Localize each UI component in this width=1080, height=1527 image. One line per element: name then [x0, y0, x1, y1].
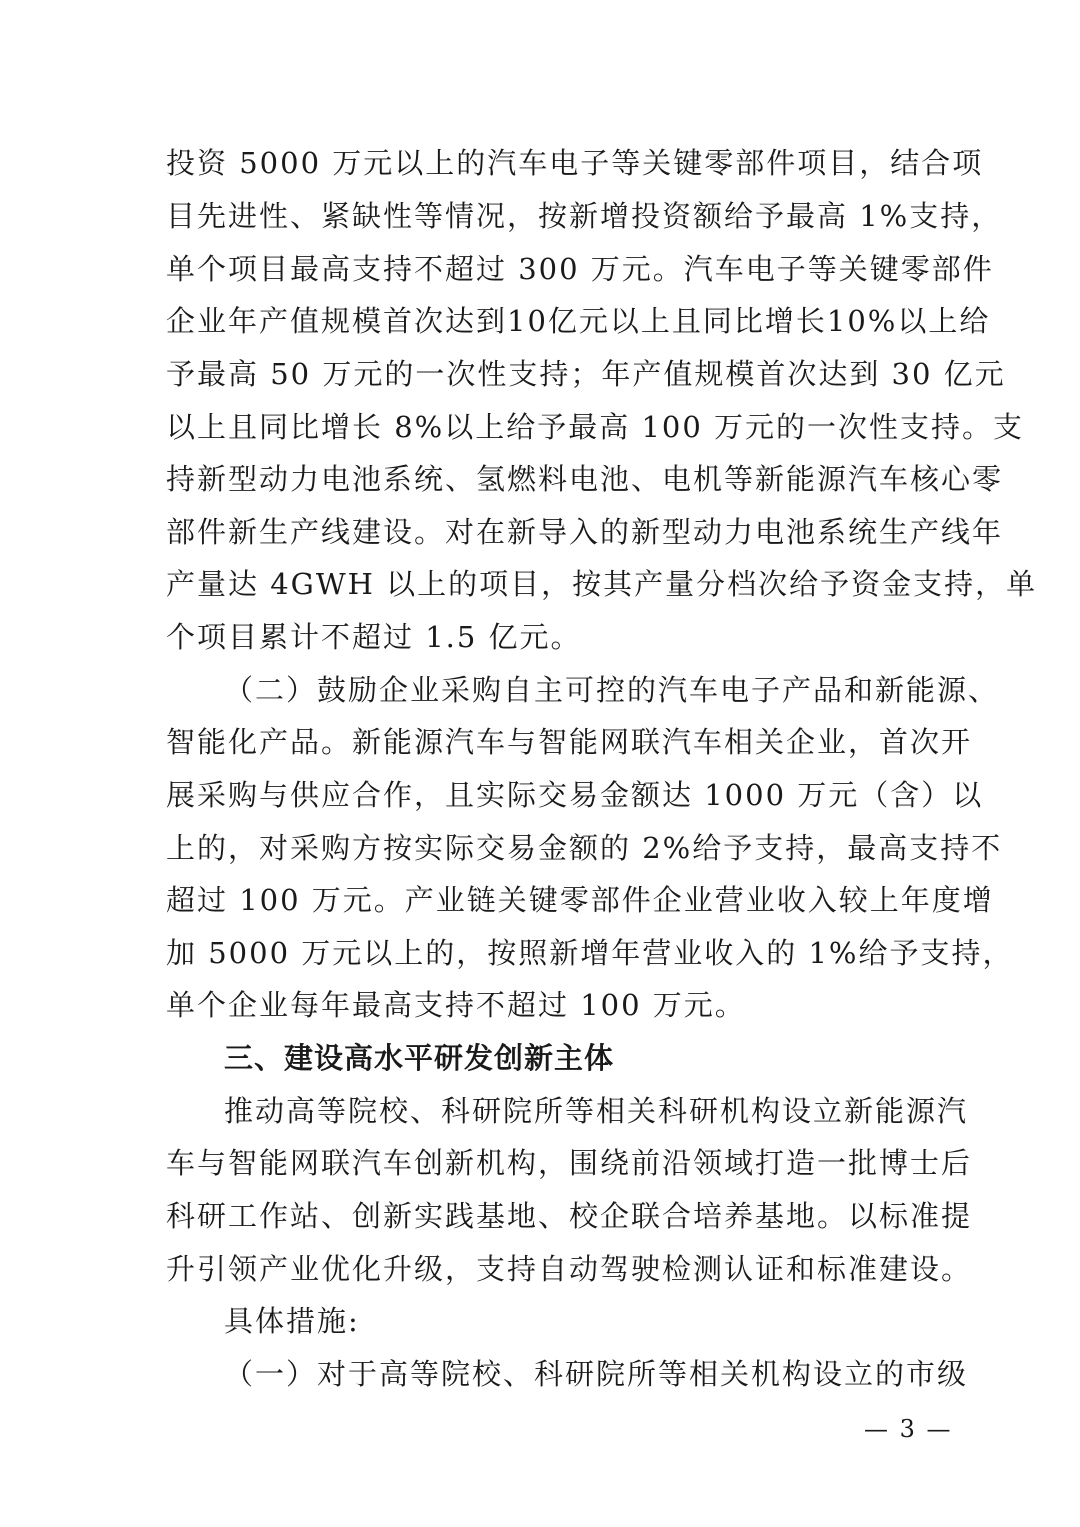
- body-line: 目先进性、紧缺性等情况，按新增投资额给予最高 1%支持，: [166, 199, 1003, 233]
- body-line: 升引领产业优化升级，支持自动驾驶检测认证和标准建设。: [166, 1252, 973, 1286]
- body-line: 单个项目最高支持不超过 300 万元。汽车电子等关键零部件: [166, 252, 994, 286]
- body-line: 投资 5000 万元以上的汽车电子等关键零部件项目，结合项: [166, 146, 984, 180]
- subheading-line: 具体措施:: [224, 1304, 360, 1338]
- body-line: 部件新生产线建设。对在新导入的新型动力电池系统生产线年: [166, 515, 1004, 549]
- paragraph-start-line: （二）鼓励企业采购自主可控的汽车电子产品和新能源、: [224, 673, 1000, 707]
- body-line: 加 5000 万元以上的，按照新增年营业收入的 1%给予支持，: [166, 936, 1014, 970]
- body-line: 超过 100 万元。产业链关键零部件企业营业收入较上年度增: [166, 883, 994, 917]
- body-line: 单个企业每年最高支持不超过 100 万元。: [166, 988, 746, 1022]
- page-number: — 3 —: [864, 1415, 953, 1443]
- body-line: 科研工作站、创新实践基地、校企联合培养基地。以标准提: [166, 1199, 973, 1233]
- body-line: 产量达 4GWH 以上的项目，按其产量分档次给予资金支持，单: [166, 567, 1038, 601]
- body-line: 企业年产值规模首次达到10亿元以上且同比增长10%以上给: [166, 304, 991, 338]
- body-line: 车与智能网联汽车创新机构，围绕前沿领域打造一批博士后: [166, 1146, 973, 1180]
- body-line: 展采购与供应合作，且实际交易金额达 1000 万元（含）以: [166, 778, 984, 812]
- body-line: 予最高 50 万元的一次性支持；年产值规模首次达到 30 亿元: [166, 357, 1006, 391]
- body-line: 以上且同比增长 8%以上给予最高 100 万元的一次性支持。支: [166, 410, 1025, 444]
- body-line: 持新型动力电池系统、氢燃料电池、电机等新能源汽车核心零: [166, 462, 1004, 496]
- body-line: 个项目累计不超过 1.5 亿元。: [166, 620, 582, 654]
- paragraph-start-line: 推动高等院校、科研院所等相关科研机构设立新能源汽: [224, 1094, 969, 1128]
- section-heading: 三、建设高水平研发创新主体: [224, 1041, 615, 1075]
- body-line: 上的，对采购方按实际交易金额的 2%给予支持，最高支持不: [166, 831, 1003, 865]
- body-line: 智能化产品。新能源汽车与智能网联汽车相关企业，首次开: [166, 725, 973, 759]
- paragraph-start-line: （一）对于高等院校、科研院所等相关机构设立的市级: [224, 1357, 969, 1391]
